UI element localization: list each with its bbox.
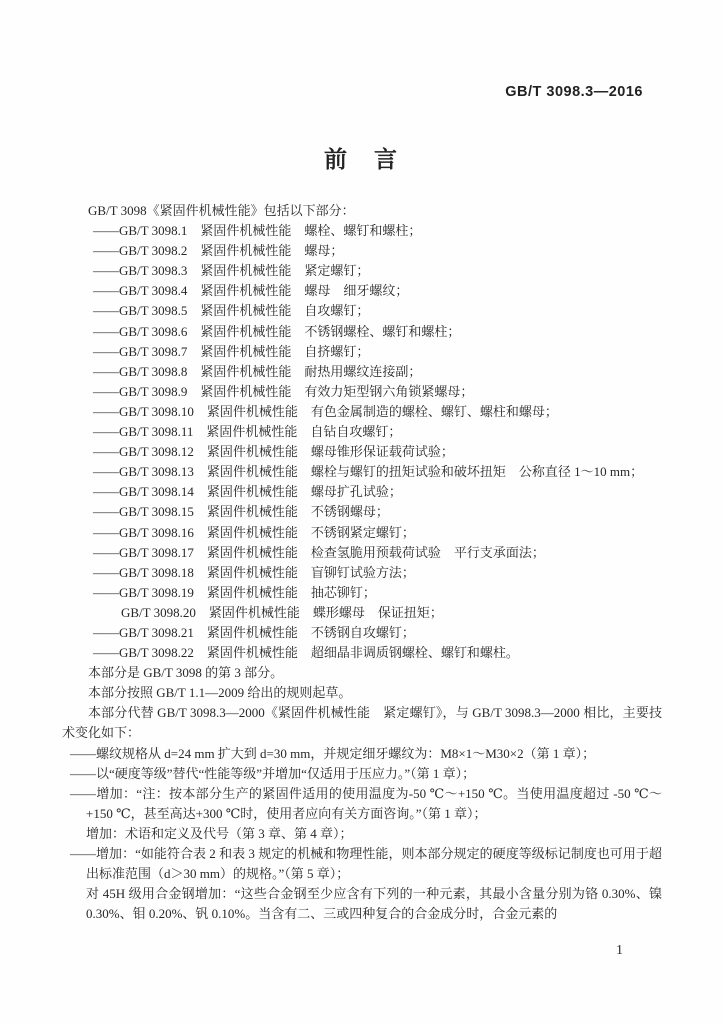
list-item: ——GB/T 3098.11 紧固件机械性能 自钻自攻螺钉； bbox=[93, 424, 402, 440]
list-item: 增加：术语和定义及代号（第 3 章、第 4 章）； bbox=[86, 825, 353, 841]
list-item: ——GB/T 3098.16 紧固件机械性能 不锈钢紧定螺钉； bbox=[93, 524, 415, 540]
foreword-intro: GB/T 3098《紧固件机械性能》包括以下部分： bbox=[88, 203, 355, 218]
foreword-body bbox=[62, 201, 662, 924]
list-item: ——GB/T 3098.22 紧固件机械性能 超细晶非调质钢螺栓、螺钉和螺柱。 bbox=[93, 645, 519, 661]
list-item: ——GB/T 3098.2 紧固件机械性能 螺母； bbox=[93, 243, 344, 259]
list-item: ——GB/T 3098.3 紧固件机械性能 紧定螺钉； bbox=[93, 263, 370, 279]
list-item: ——GB/T 3098.4 紧固件机械性能 螺母 细牙螺纹； bbox=[93, 283, 409, 299]
list-item: ——GB/T 3098.14 紧固件机械性能 螺母扩孔试验； bbox=[93, 484, 402, 500]
list-item: ——GB/T 3098.1 紧固件机械性能 螺栓、螺钉和螺柱； bbox=[93, 223, 422, 239]
standard-number: GB/T 3098.3—2016 bbox=[505, 84, 643, 100]
list-item: ——GB/T 3098.7 紧固件机械性能 自挤螺钉； bbox=[93, 343, 370, 359]
list-item: ——增加：“注：按本部分生产的紧固件适用的使用温度为-50 ℃～+150 ℃。当使用温度超过 -50 ℃～+150 ℃，甚至高达+300 ℃时，使用者应向有关方面咨询。”（第 1 章）； bbox=[70, 785, 662, 821]
list-item: ——增加：“如能符合表 2 和表 3 规定的机械和物理性能，则本部分规定的硬度等级标记制度也可用于超出标准范围（d＞30 mm）的规格。”（第 5 章）； bbox=[70, 846, 662, 882]
list-item: ——GB/T 3098.5 紧固件机械性能 自攻螺钉； bbox=[93, 303, 370, 319]
standard-parts-list bbox=[62, 221, 662, 663]
list-item: ——GB/T 3098.15 紧固件机械性能 不锈钢螺母； bbox=[93, 504, 389, 520]
list-item: ——GB/T 3098.6 紧固件机械性能 不锈钢螺栓、螺钉和螺柱； bbox=[93, 323, 461, 339]
list-item: ——GB/T 3098.12 紧固件机械性能 螺母锥形保证载荷试验； bbox=[93, 444, 454, 460]
list-item: ——GB/T 3098.10 紧固件机械性能 有色金属制造的螺栓、螺钉、螺柱和螺母； bbox=[93, 403, 558, 419]
paragraph-part-of: 本部分是 GB/T 3098 的第 3 部分。 bbox=[88, 665, 284, 681]
list-item: ——螺纹规格从 d=24 mm 扩大到 d=30 mm，并规定细牙螺纹为：M8×1～M30×2（第 1 章）； bbox=[70, 745, 596, 761]
list-item: ——以“硬度等级”替代“性能等级”并增加“仅适用于压应力。”（第 1 章）； bbox=[70, 765, 476, 781]
list-item: 对 45H 级用合金钢增加：“这些合金钢至少应含有下列的一种元素，其最小含量分别为铬 0.30%、镍 0.30%、钼 0.20%、钒 0.10%。当含有二、三或四种复合的合金成分时，合金元素的 bbox=[86, 886, 662, 922]
list-item: ——GB/T 3098.18 紧固件机械性能 盲铆钉试验方法； bbox=[93, 564, 415, 580]
paragraph-drafting-rule: 本部分按照 GB/T 1.1—2009 给出的规则起草。 bbox=[88, 685, 352, 701]
list-item: ——GB/T 3098.19 紧固件机械性能 抽芯铆钉； bbox=[93, 584, 376, 600]
paragraph-replaces: 本部分代替 GB/T 3098.3—2000《紧固件机械性能 紧定螺钉》，与 GB/T 3098.3—2000 相比，主要技术变化如下： bbox=[62, 705, 662, 741]
list-item: ——GB/T 3098.8 紧固件机械性能 耐热用螺纹连接副； bbox=[93, 363, 422, 379]
technical-changes-list bbox=[62, 744, 662, 925]
list-item: GB/T 3098.20 紧固件机械性能 蝶形螺母 保证扭矩； bbox=[121, 604, 443, 620]
page-title: 前 言 bbox=[324, 146, 399, 172]
page-number: 1 bbox=[616, 943, 623, 958]
list-item: ——GB/T 3098.17 紧固件机械性能 检查氢脆用预载荷试验 平行支承面法； bbox=[93, 544, 545, 560]
list-item: ——GB/T 3098.21 紧固件机械性能 不锈钢自攻螺钉； bbox=[93, 624, 415, 640]
list-item: ——GB/T 3098.9 紧固件机械性能 有效力矩型钢六角锁紧螺母； bbox=[93, 383, 474, 399]
list-item: ——GB/T 3098.13 紧固件机械性能 螺栓与螺钉的扭矩试验和破坏扭矩 公称直径 1～10 mm； bbox=[93, 464, 644, 480]
